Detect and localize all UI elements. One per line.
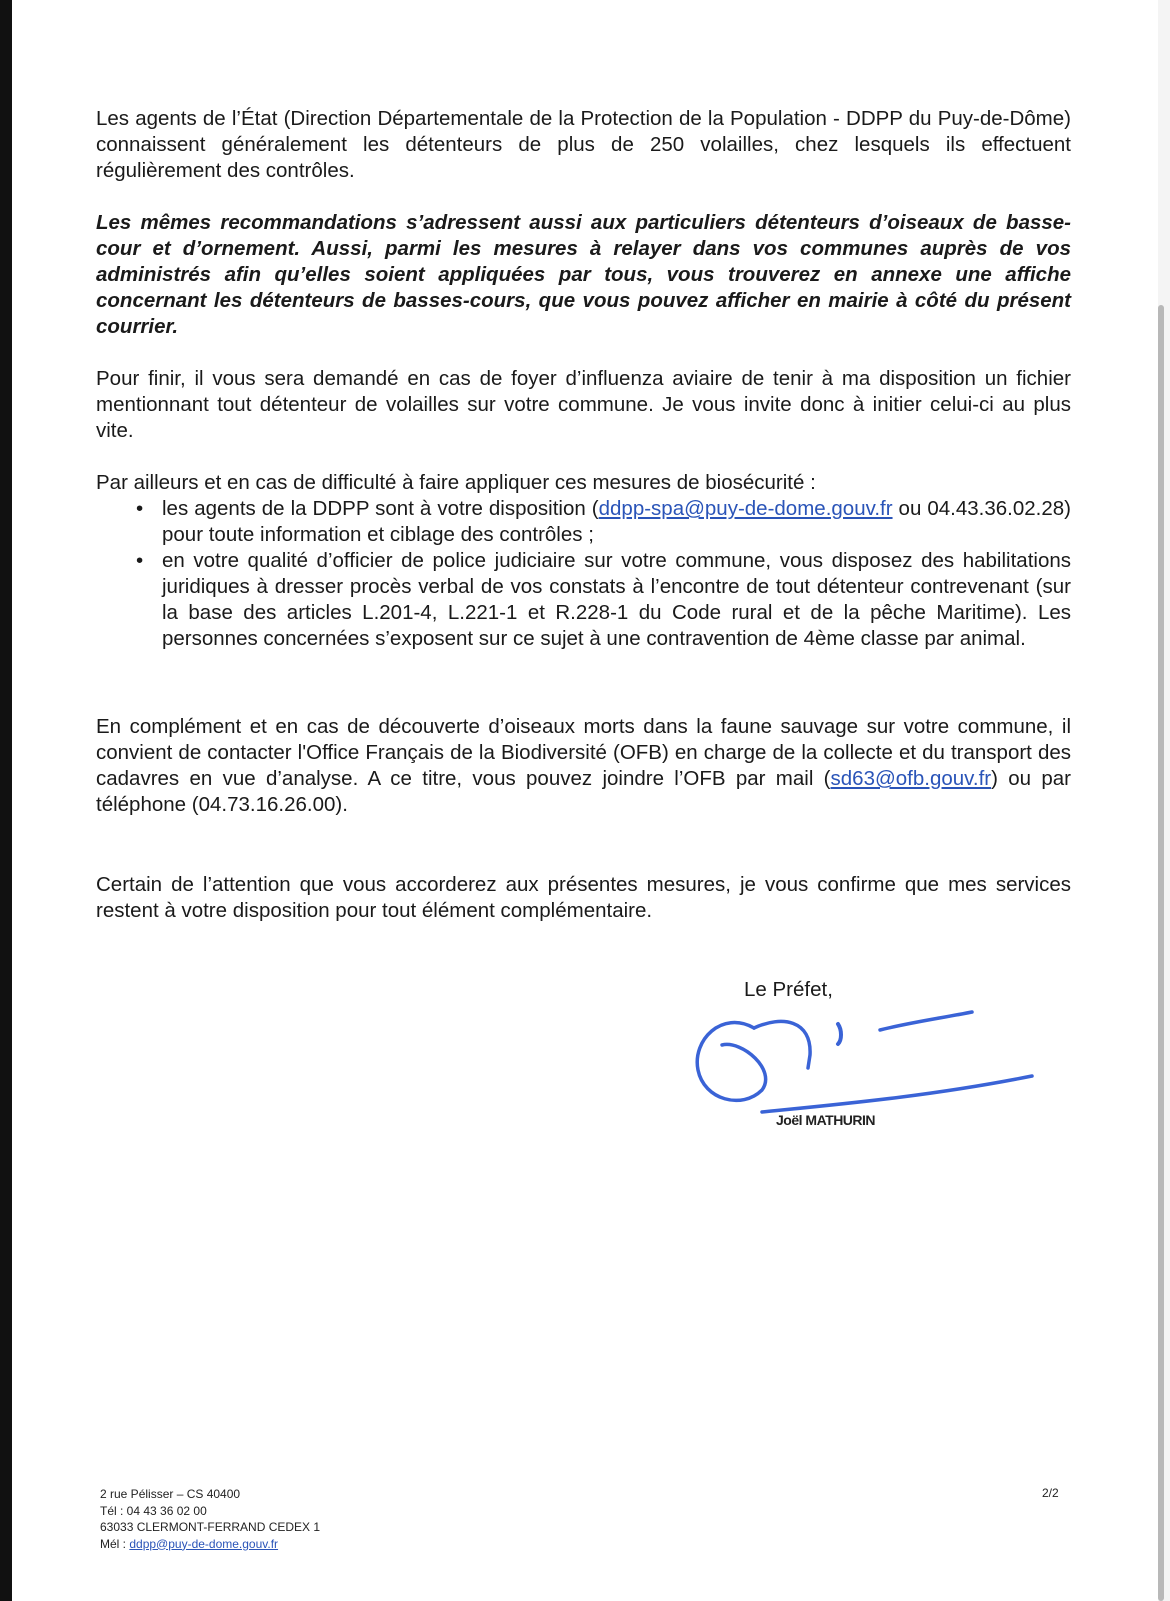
paragraph-closing: Certain de l’attention que vous accorderez aux présentes mesures, je vous confirme que mes services restent à votre disposition pour tout élément complémentaire. [96, 873, 1071, 922]
paragraph-recommendations: Les mêmes recommandations s’adressent aussi aux particuliers détenteurs d’oiseaux de basse-cour et d’ornement. Aussi, parmi les mesures à relayer dans vos communes auprès de vos administrés afin qu’elles soient appliquées par tous, vous trouverez en annexe une affiche concernant les détenteurs de basses-cours, que vous pouvez afficher en mairie à côté du présent courrier. [96, 211, 1071, 338]
paragraph-ddpp-agents: Les agents de l’État (Direction Départementale de la Protection de la Population - DDPP du Puy-de-Dôme) connaissent généralement les détenteurs de plus de 250 volailles, chez lesquels ils effectuent régulièrement des contrôles. [96, 107, 1071, 182]
footer-email-link[interactable]: ddpp@puy-de-dome.gouv.fr [129, 1536, 279, 1551]
biosecurity-measures [96, 470, 1071, 652]
closing-salutation: Le Préfet, [744, 978, 833, 1001]
scrollbar[interactable] [1158, 305, 1164, 1601]
footer-city: 63033 CLERMONT-FERRAND CEDEX 1 [100, 1520, 321, 1534]
ddpp-spa-email-link[interactable]: ddpp-spa@puy-de-dome.gouv.fr [598, 497, 893, 520]
list-item: • les agents de la DDPP sont à votre disposition (ddpp-spa@puy-de-dome.gouv.fr ou 04.43.36.02.28) pour toute information et ciblage des contrôles ; [136, 497, 1071, 546]
footer-street: 2 rue Pélisser – CS 40400 [100, 1487, 241, 1501]
footer-phone: Tél : 04 43 36 02 00 [100, 1503, 207, 1518]
left-edge [0, 0, 12, 1601]
bullet-icon: • [136, 497, 144, 520]
biosecurity-intro: Par ailleurs et en cas de difficulté à faire appliquer ces mesures de biosécurité : [96, 471, 816, 494]
document-page [12, 0, 1158, 1601]
page-number: 2/2 [1042, 1486, 1059, 1500]
signatory-name: Joël MATHURIN [776, 1112, 876, 1128]
bullet-icon: • [136, 549, 144, 572]
list-item: • en votre qualité d’officier de police judiciaire sur votre commune, vous disposez des habilitations juridiques à dresser procès verbal de vos constats à l’encontre de tout détenteur contrevenant (sur la base des articles L.201-4, L.221-1 et R.228-1 du Code rural et de la pêche Maritime). Les personnes concernées s’exposent sur ce sujet à une contravention de 4ème classe par animal. [136, 549, 1071, 650]
paragraph-register: Pour finir, il vous sera demandé en cas de foyer d’influenza aviaire de tenir à ma disposition un fichier mentionnant tout détenteur de volailles sur votre commune. Je vous invite donc à initier celui-ci au plus vite. [96, 367, 1071, 442]
ofb-email-link[interactable]: sd63@ofb.gouv.fr [830, 767, 992, 790]
footer-address [100, 1486, 320, 1552]
footer-email: Mél : ddpp@puy-de-dome.gouv.fr [100, 1536, 279, 1551]
paragraph-ofb: En complément et en cas de découverte d’oiseaux morts dans la faune sauvage sur votre commune, il convient de contacter l'Office Français de la Biodiversité (OFB) en charge de la collecte et du transport des cadavres en vue d’analyse. A ce titre, vous pouvez joindre l’OFB par mail (sd63@ofb.gouv.fr) ou par téléphone (04.73.16.26.00). [96, 715, 1071, 816]
measures-list [96, 496, 1071, 652]
